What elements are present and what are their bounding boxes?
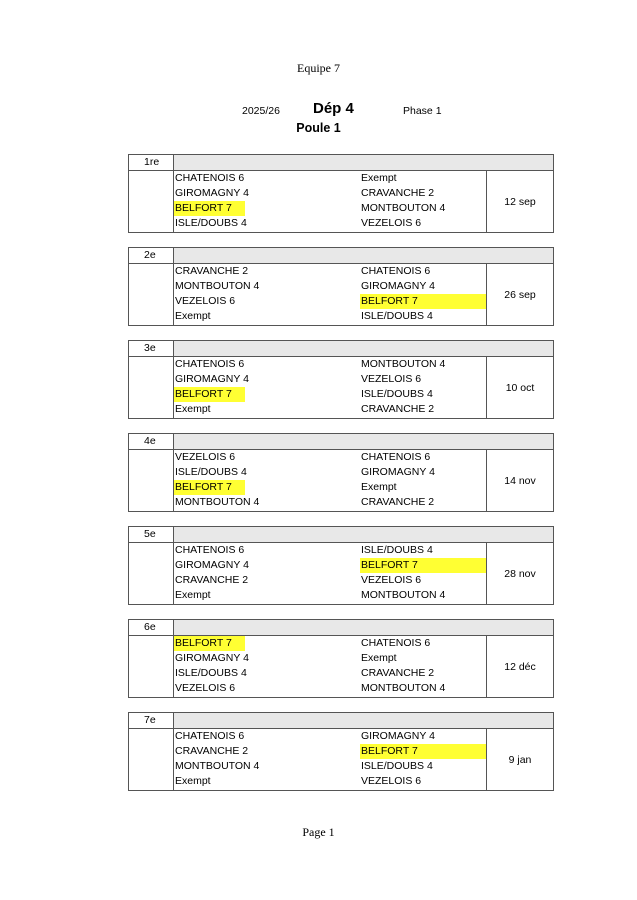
away-team: CRAVANCHE 2 [361,496,435,508]
home-team: GIROMAGNY 4 [175,373,249,385]
pool-label: Poule 1 [296,121,341,135]
away-team: ISLE/DOUBS 4 [361,310,433,322]
round-header [129,713,553,729]
away-team: Exempt [361,652,397,664]
away-team: GIROMAGNY 4 [361,466,435,478]
round-date: 12 sep [504,196,536,208]
round-header [129,434,553,450]
round-table [128,712,554,791]
round-header-date-fill [487,434,553,449]
away-team: BELFORT 7 [360,294,486,309]
away-team: CHATENOIS 6 [361,265,431,277]
document-title: Equipe 7 [297,61,340,75]
home-team: ISLE/DOUBS 4 [175,466,247,478]
division-label: Dép 4 [313,100,354,117]
home-team: ISLE/DOUBS 4 [175,667,247,679]
home-team: Exempt [175,775,211,787]
away-team: CRAVANCHE 2 [361,187,435,199]
round-header-fill [173,341,488,356]
away-team: ISLE/DOUBS 4 [361,544,433,556]
round-header-fill [173,527,488,542]
home-team: BELFORT 7 [174,201,245,216]
round-label: 5e [144,528,156,540]
round-date: 14 nov [504,475,536,487]
round-date: 28 nov [504,568,536,580]
round-date: 12 déc [504,661,536,673]
round-date: 9 jan [508,754,532,766]
home-team: CRAVANCHE 2 [175,745,249,757]
round-header-date-fill [487,248,553,263]
away-team: VEZELOIS 6 [361,373,422,385]
round-header [129,248,553,264]
away-team: MONTBOUTON 4 [361,682,446,694]
round-header [129,620,553,636]
round-table [128,340,554,419]
round-label: 7e [144,714,156,726]
round-label: 2e [144,249,156,261]
round-table [128,247,554,326]
home-team: GIROMAGNY 4 [175,187,249,199]
home-team: Exempt [175,589,211,601]
away-team: CRAVANCHE 2 [361,667,435,679]
round-label: 1re [144,156,160,168]
away-team: MONTBOUTON 4 [361,589,446,601]
away-team: MONTBOUTON 4 [361,202,446,214]
round-header-fill [173,620,488,635]
round-header-fill [173,434,488,449]
round-header-date-fill [487,341,553,356]
away-team: CRAVANCHE 2 [361,403,435,415]
home-team: CHATENOIS 6 [175,172,245,184]
page-number: Page 1 [302,825,335,839]
season-label: 2025/26 [242,105,280,117]
home-team: VEZELOIS 6 [175,295,236,307]
round-date: 26 sep [504,289,536,301]
home-team: MONTBOUTON 4 [175,760,260,772]
home-team: VEZELOIS 6 [175,451,236,463]
round-header-date-fill [487,155,553,170]
home-team: CHATENOIS 6 [175,730,245,742]
round-label: 6e [144,621,156,633]
home-team: GIROMAGNY 4 [175,652,249,664]
home-team: GIROMAGNY 4 [175,559,249,571]
home-team: CHATENOIS 6 [175,544,245,556]
away-team: ISLE/DOUBS 4 [361,388,433,400]
round-label: 4e [144,435,156,447]
round-table [128,154,554,233]
round-header-fill [173,155,488,170]
away-team: VEZELOIS 6 [361,775,422,787]
away-team: VEZELOIS 6 [361,217,422,229]
round-date: 10 oct [505,382,535,394]
round-header-fill [173,248,488,263]
away-team: VEZELOIS 6 [361,574,422,586]
home-team: CRAVANCHE 2 [175,265,249,277]
schedule-rounds [128,154,554,805]
round-table [128,433,554,512]
home-team: CHATENOIS 6 [175,358,245,370]
away-team: BELFORT 7 [360,744,486,759]
round-header-date-fill [487,620,553,635]
away-team: CHATENOIS 6 [361,637,431,649]
round-table [128,619,554,698]
away-team: GIROMAGNY 4 [361,730,435,742]
round-header [129,155,553,171]
away-team: MONTBOUTON 4 [361,358,446,370]
home-team: BELFORT 7 [174,387,245,402]
home-team: MONTBOUTON 4 [175,280,260,292]
home-team: Exempt [175,403,211,415]
round-header-date-fill [487,713,553,728]
home-team: BELFORT 7 [174,636,245,651]
home-team: VEZELOIS 6 [175,682,236,694]
away-team: Exempt [361,172,397,184]
home-team: CRAVANCHE 2 [175,574,249,586]
round-label: 3e [144,342,156,354]
away-team: ISLE/DOUBS 4 [361,760,433,772]
away-team: Exempt [361,481,397,493]
home-team: MONTBOUTON 4 [175,496,260,508]
home-team: ISLE/DOUBS 4 [175,217,247,229]
round-table [128,526,554,605]
away-team: CHATENOIS 6 [361,451,431,463]
away-team: GIROMAGNY 4 [361,280,435,292]
round-header [129,341,553,357]
phase-label: Phase 1 [403,105,442,117]
round-header-fill [173,713,488,728]
away-team: BELFORT 7 [360,558,486,573]
home-team: Exempt [175,310,211,322]
home-team: BELFORT 7 [174,480,245,495]
round-header [129,527,553,543]
round-header-date-fill [487,527,553,542]
